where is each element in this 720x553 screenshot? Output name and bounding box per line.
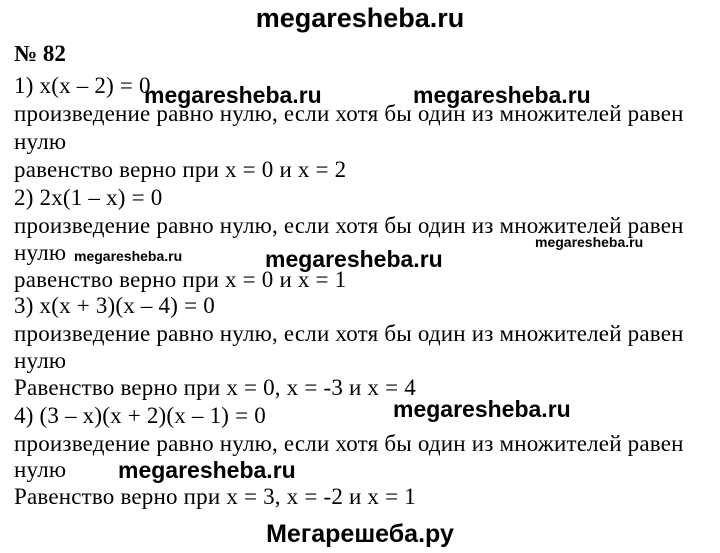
answer-3: Равенство верно при x = 0, x = -3 и x = 4 [14, 375, 416, 400]
watermark: megaresheba.ru [393, 396, 571, 422]
site-header-title: megaresheba.ru [255, 3, 465, 33]
equation-4: 4) (3 – x)(x + 2)(x – 1) = 0 [14, 403, 266, 428]
explanation-2-cont: нулю [14, 240, 67, 265]
watermark: megaresheba.ru [265, 246, 443, 272]
explanation-4-cont: нулю [14, 457, 67, 482]
watermark: megaresheba.ru [535, 234, 644, 250]
answer-4: Равенство верно при x = 3, x = -2 и x = 1 [14, 484, 416, 509]
answer-2: равенство верно при x = 0 и x = 1 [14, 267, 347, 292]
watermark: megaresheba.ru [74, 248, 183, 264]
explanation-3-cont: нулю [14, 348, 67, 373]
explanation-3: произведение равно нулю, если хотя бы один из множителей равен [14, 321, 684, 346]
watermark: megaresheba.ru [144, 82, 322, 108]
equation-2: 2) 2x(1 – x) = 0 [14, 185, 163, 210]
site-footer-title: Мегарешеба.ру [266, 520, 454, 548]
answer-1: равенство верно при x = 0 и x = 2 [14, 157, 347, 182]
watermark: megaresheba.ru [413, 82, 591, 108]
equation-3: 3) x(x + 3)(x – 4) = 0 [14, 293, 215, 318]
explanation-1-cont: нулю [14, 129, 67, 154]
explanation-2: произведение равно нулю, если хотя бы один из множителей равен [14, 213, 684, 238]
problem-number: № 82 [14, 41, 66, 66]
explanation-1: произведение равно нулю, если хотя бы один из множителей равен [14, 101, 684, 126]
watermark: megaresheba.ru [118, 457, 296, 483]
equation-1: 1) x(x – 2) = 0 [14, 73, 151, 98]
explanation-4: произведение равно нулю, если хотя бы один из множителей равен [14, 431, 684, 456]
